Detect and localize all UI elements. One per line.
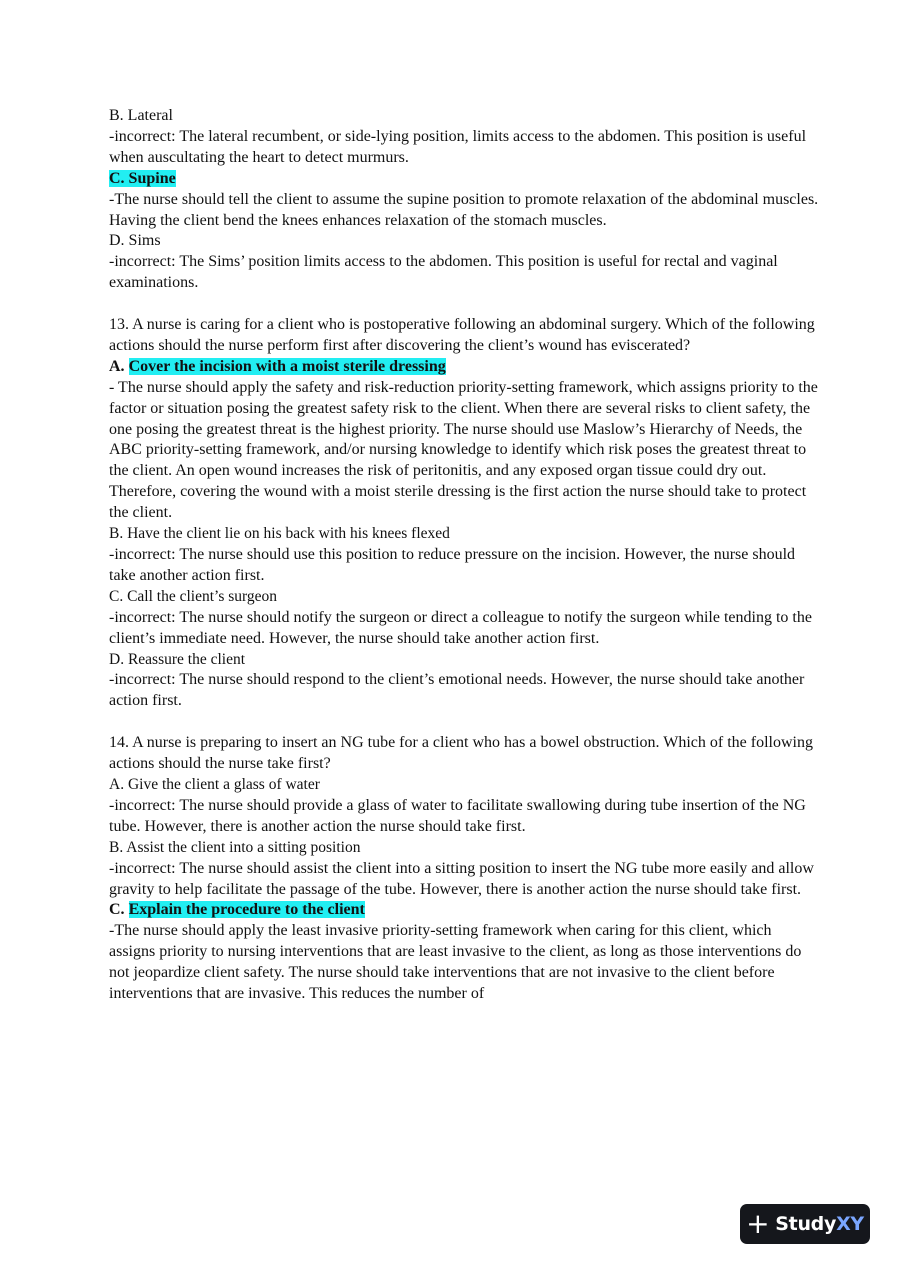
option-text: Give the client a glass of water — [127, 775, 320, 793]
option-letter: A. — [109, 775, 125, 793]
q14-option-c-rationale: -The nurse should apply the least invasive priority-setting framework when caring for this client, which assigns priority to nursing interventions that are least invasive to the client, as long as those interventions do not jeopardize client safety. The nurse should take interventions that are not invasive to the client before interventions that are invasive. This reduces the number of — [109, 922, 802, 1003]
plus-icon: + — [746, 1207, 770, 1240]
q13-stem: 13. A nurse is caring for a client who is postoperative following an abdominal surgery. Which of the following actions should the nurse perform first after discovering the client’s wound has eviscerated? — [109, 316, 815, 354]
q14-option-b — [109, 838, 819, 859]
q13-option-c-rationale: -incorrect: The nurse should notify the surgeon or direct a colleague to notify the surgeon while tending to the client’s immediate need. However, the nurse should take another action first. — [109, 608, 812, 647]
q12-option-b-rationale: -incorrect: The lateral recumbent, or side-lying position, limits access to the abdomen. This position is useful when auscultating the heart to detect murmurs. — [109, 127, 807, 166]
q13-option-a-rationale: - The nurse should apply the safety and risk-reduction priority-setting framework, which assigns priority to the factor or situation posing the greatest safety risk to the client. When there are several risks to client safety, the one posing the greatest threat is the highest priority. The nurse should use Maslow’s Hierarchy of Needs, the ABC priority-setting framework, and/or nursing knowledge to identify which risk poses the greatest threat to the client. An open wound increases the risk of peritonitis, and any exposed organ tissue could dry out. Therefore, covering the wound with a moist sterile dressing is the first action the nurse should take to protect the client. — [109, 378, 818, 522]
logo-text-xy: XY — [836, 1213, 864, 1235]
option-letter: C. — [109, 901, 125, 919]
q13-option-a-correct — [109, 357, 819, 378]
q13-option-b — [109, 524, 819, 545]
q12-option-c-correct — [109, 169, 819, 190]
q14-option-a — [109, 775, 819, 796]
q14-option-c-correct — [109, 900, 819, 921]
logo-text-study: Study — [775, 1213, 837, 1235]
highlighted-answer: Explain the procedure to the client — [128, 901, 365, 919]
q13-option-d-rationale: -incorrect: The nurse should respond to the client’s emotional needs. However, the nurse should take another action first. — [109, 671, 805, 710]
q14-option-b-rationale: -incorrect: The nurse should assist the client into a sitting position to insert the NG tube more easily and allow gravity to help facilitate the passage of the tube. However, there is another action the nurse should take first. — [109, 859, 814, 898]
option-text: Reassure the client — [127, 650, 246, 668]
q13-option-c — [109, 587, 819, 608]
q13-option-d — [109, 650, 819, 671]
q12-option-d: D. Sims — [109, 232, 161, 250]
highlighted-answer: C. Supine — [109, 169, 176, 187]
option-text: Call the client’s surgeon — [127, 587, 278, 605]
option-text: Have the client lie on his back with his knees flexed — [127, 525, 450, 543]
q14-option-a-rationale: -incorrect: The nurse should provide a glass of water to facilitate swallowing during tube insertion of the NG tube. However, there is another action the nurse should take first. — [109, 796, 806, 835]
option-letter: A. — [109, 357, 125, 375]
q13-option-b-rationale: -incorrect: The nurse should use this position to reduce pressure on the incision. However, the nurse should take another action first. — [109, 546, 796, 584]
option-letter: C. — [109, 587, 124, 605]
q14-stem: 14. A nurse is preparing to insert an NG tube for a client who has a bowel obstruction. Which of the following actions should the nurse take first? — [109, 734, 813, 773]
highlighted-answer: Cover the incision with a moist sterile dressing — [128, 357, 446, 375]
option-letter: B. — [109, 525, 124, 543]
option-letter: D. — [109, 650, 125, 668]
q12-option-b: B. Lateral — [109, 107, 173, 124]
studyxy-logo — [740, 1204, 870, 1244]
q12-option-d-rationale: -incorrect: The Sims’ position limits access to the abdomen. This position is useful for rectal and vaginal examinations. — [109, 253, 778, 292]
document-page — [109, 106, 819, 1005]
option-letter: B. — [109, 838, 124, 856]
option-text: Assist the client into a sitting position — [126, 838, 361, 856]
q12-option-c-rationale: -The nurse should tell the client to assume the supine position to promote relaxation of the abdominal muscles. Having the client bend the knees enhances relaxation of the stomach muscles. — [109, 190, 819, 229]
